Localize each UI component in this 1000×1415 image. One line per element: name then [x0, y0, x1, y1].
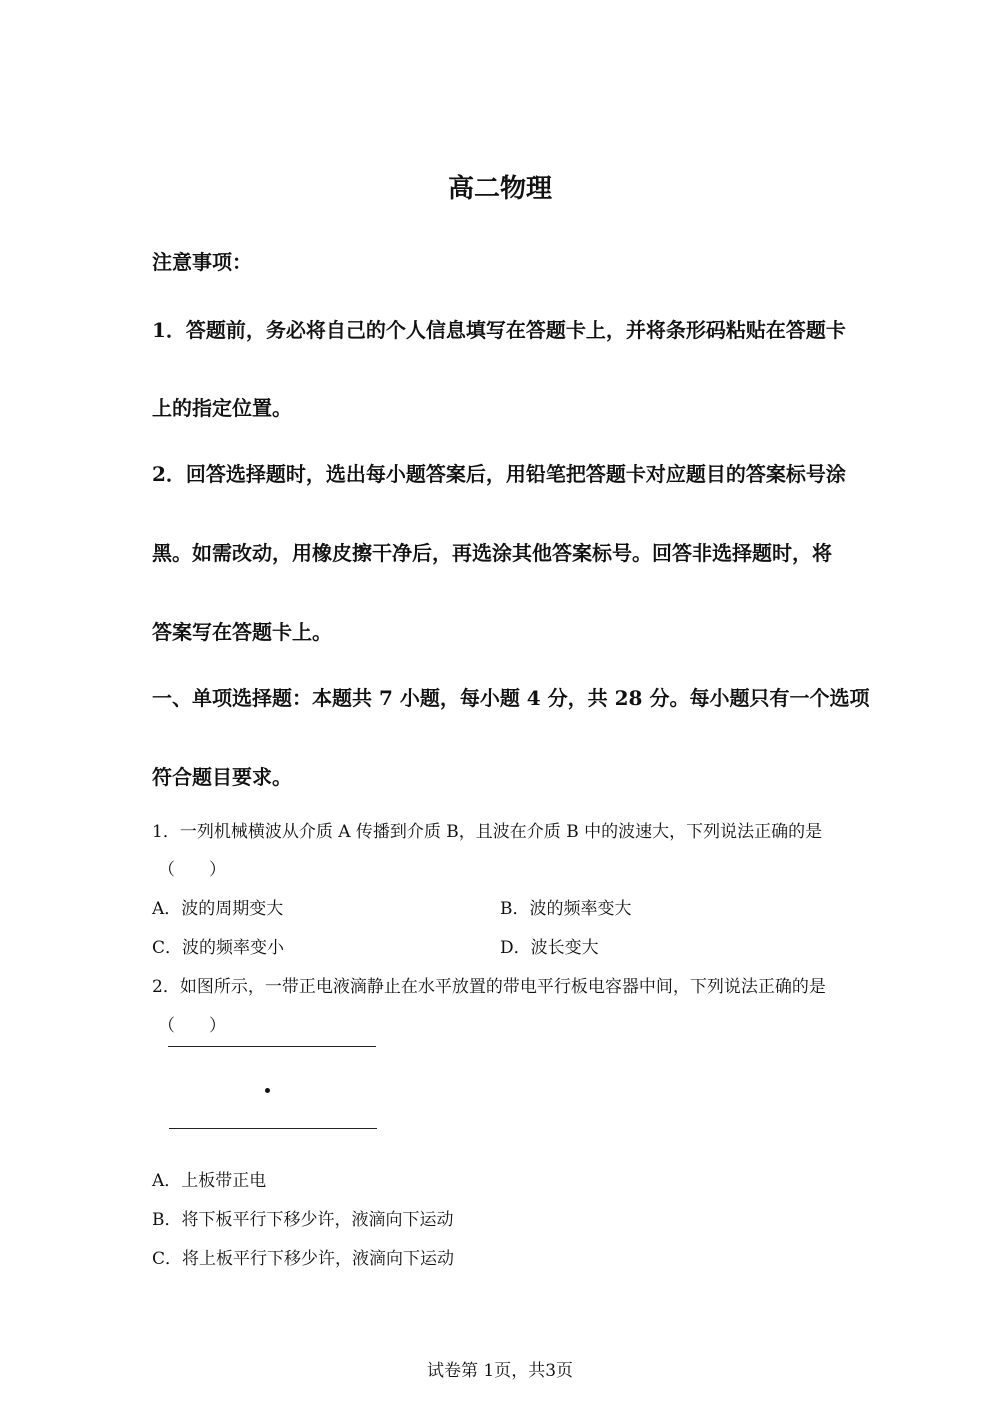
question-2-bracket: （ ） — [158, 1016, 226, 1036]
question-2-option-a: A．上板带正电 — [152, 1171, 267, 1191]
question-2-option-b: B．将下板平行下移少许，液滴向下运动 — [152, 1210, 454, 1230]
notice-item-2-line-3: 答案写在答题卡上。 — [152, 620, 332, 644]
question-1-bracket: （ ） — [158, 860, 226, 880]
notice-heading: 注意事项： — [152, 250, 252, 274]
question-2-stem: 2．如图所示，一带正电液滴静止在水平放置的带电平行板电容器中间，下列说法正确的是 — [152, 977, 826, 997]
question-1-option-c: C．波的频率变小 — [152, 938, 285, 958]
section-1-heading-line-2: 符合题目要求。 — [152, 765, 292, 789]
notice-item-1-line-1: 1．答题前，务必将自己的个人信息填写在答题卡上，并将条形码粘贴在答题卡 — [152, 318, 846, 342]
question-1-option-a: A．波的周期变大 — [152, 899, 284, 919]
notice-item-2-line-2: 黑。如需改动，用橡皮擦干净后，再选涂其他答案标号。回答非选择题时，将 — [152, 541, 832, 565]
notice-item-2-line-1: 2．回答选择题时，选出每小题答案后，用铅笔把答题卡对应题目的答案标号涂 — [152, 462, 846, 486]
capacitor-lower-plate — [169, 1128, 377, 1129]
page-footer: 试卷第 1页，共3页 — [426, 1361, 574, 1381]
question-1-option-b: B．波的频率变大 — [500, 899, 632, 919]
section-1-heading-line-1: 一、单项选择题：本题共 7 小题，每小题 4 分，共 28 分。每小题只有一个选项 — [152, 686, 870, 710]
question-2-option-c: C．将上板平行下移少许，液滴向下运动 — [152, 1249, 455, 1269]
question-1-option-d: D．波长变大 — [500, 938, 599, 958]
page-title: 高二物理 — [447, 174, 552, 204]
notice-item-1-line-2: 上的指定位置。 — [152, 396, 292, 420]
capacitor-upper-plate — [168, 1046, 376, 1047]
question-1-stem: 1．一列机械横波从介质 A 传播到介质 B，且波在介质 B 中的波速大，下列说法正确的是 — [152, 822, 823, 842]
charged-droplet — [265, 1088, 270, 1093]
